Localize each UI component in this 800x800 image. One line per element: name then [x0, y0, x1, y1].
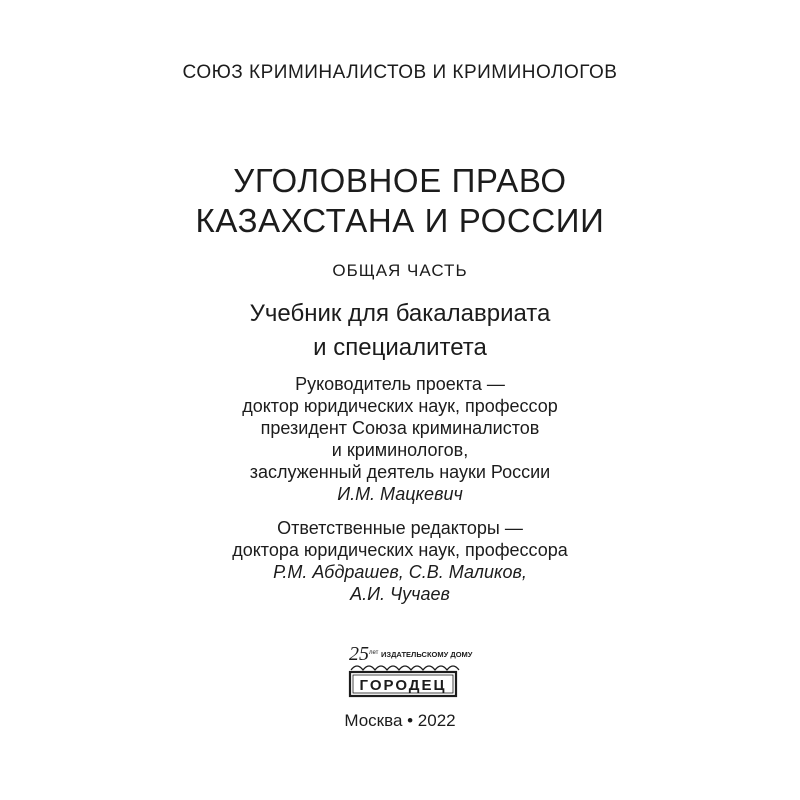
logo-arches	[351, 666, 459, 670]
publisher-logo	[347, 643, 473, 699]
project-lead-line-2: доктор юридических наук, профессор	[242, 396, 558, 416]
book-title-line-2: КАЗАХСТАНА И РОССИИ	[195, 202, 605, 239]
editors-line-2: доктора юридических наук, профессора	[232, 540, 568, 560]
logo-tagline: ИЗДАТЕЛЬСКОМУ ДОМУ	[381, 650, 473, 659]
logo-anniversary-word: лет	[369, 650, 379, 656]
project-lead-line-4: и криминологов,	[331, 440, 469, 460]
editors-names-1: Р.М. Абдрашев, С.В. Маликов,	[273, 562, 527, 582]
book-title-line-1: УГОЛОВНОЕ ПРАВО	[233, 162, 567, 199]
book-part: ОБЩАЯ ЧАСТЬ	[332, 261, 468, 280]
subtitle-line-2: и специалитета	[313, 334, 487, 361]
city-year: Москва • 2022	[344, 711, 456, 730]
project-lead-name: И.М. Мацкевич	[337, 484, 463, 504]
project-lead-line-1: Руководитель проекта —	[295, 374, 505, 394]
subtitle-line-1: Учебник для бакалавриата	[249, 300, 551, 327]
editors-line-1: Ответственные редакторы —	[277, 518, 523, 538]
organization-name: СОЮЗ КРИМИНАЛИСТОВ И КРИМИНОЛОГОВ	[182, 62, 618, 83]
logo-anniversary-number: 25	[349, 643, 369, 665]
project-lead-line-5: заслуженный деятель науки России	[249, 462, 551, 482]
editors-names-2: А.И. Чучаев	[350, 584, 450, 604]
project-lead-line-3: президент Союза криминалистов	[260, 418, 540, 438]
logo-publisher-name: ГОРОДЕЦ	[359, 677, 447, 694]
